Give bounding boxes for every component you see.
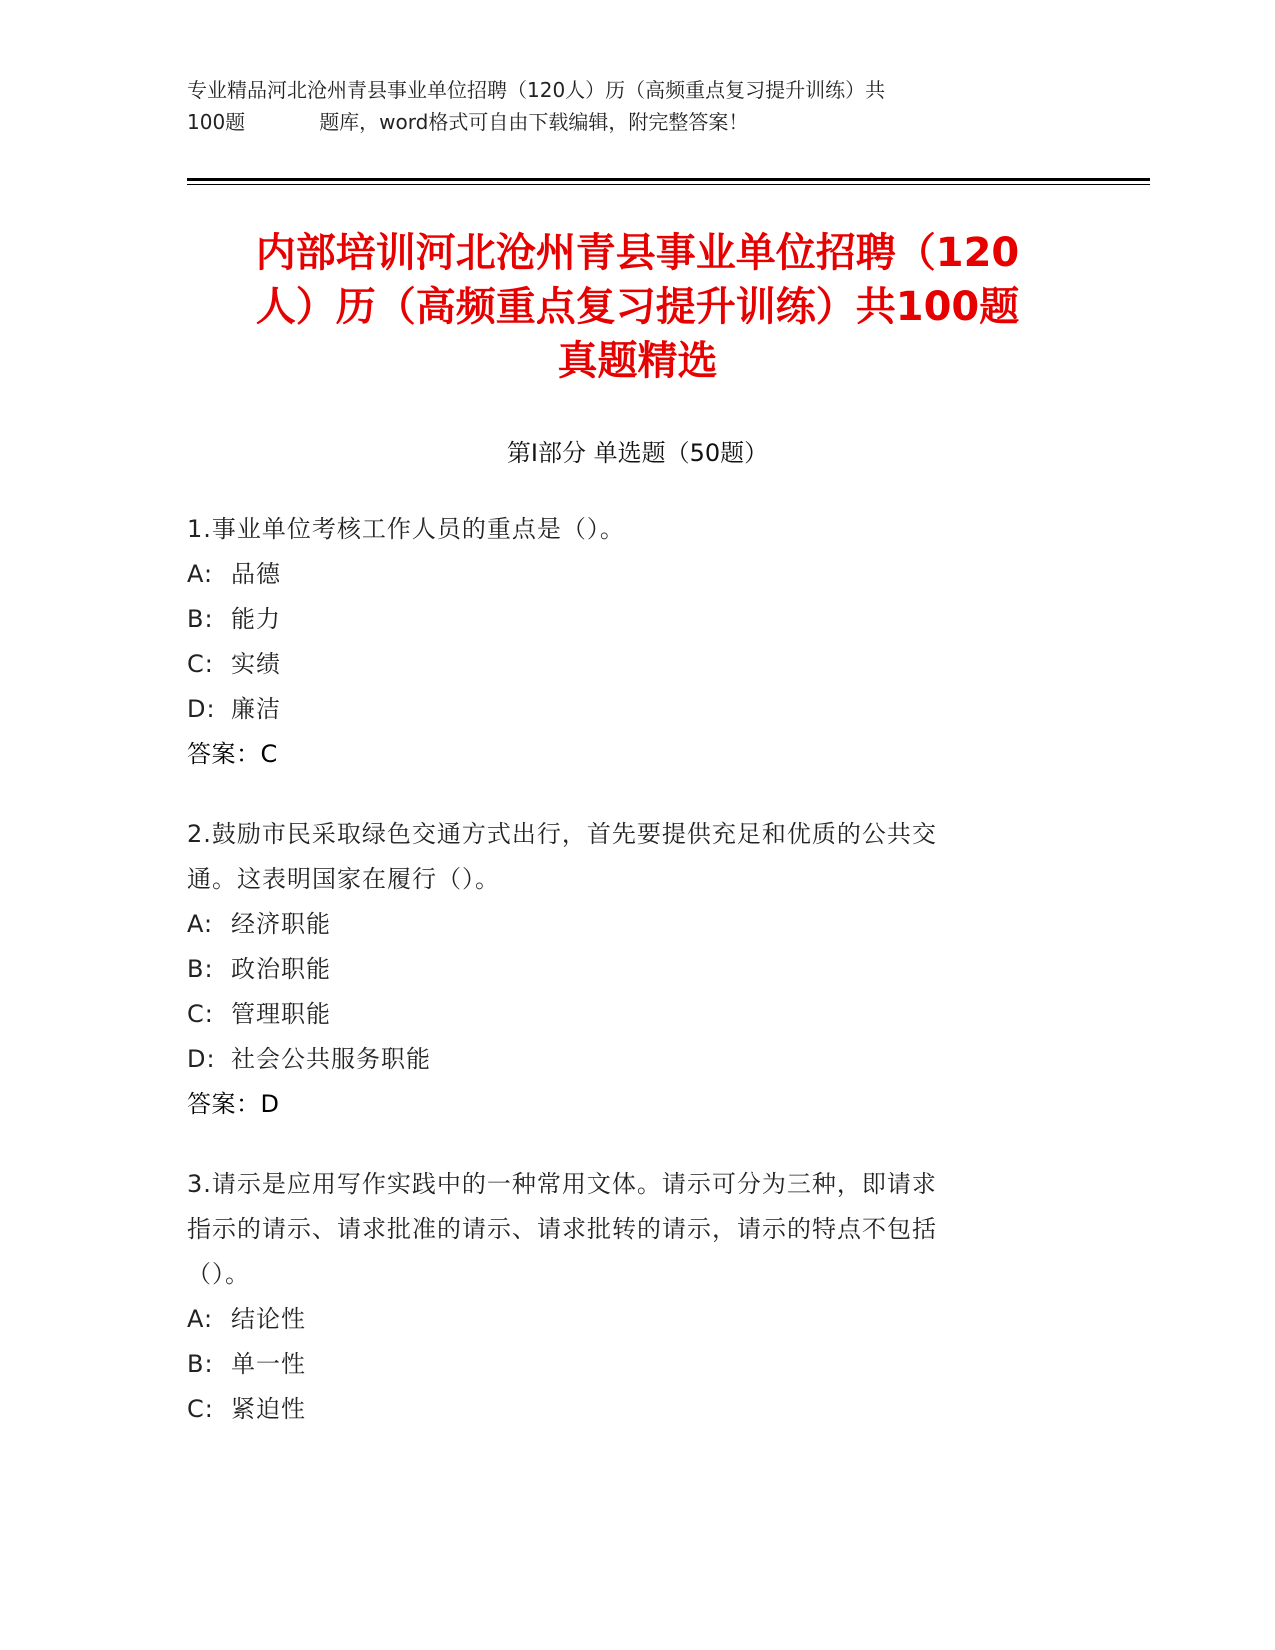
option-letter: C: [187,1000,214,1028]
option-a [187,552,1087,597]
option-c [187,1387,1087,1432]
header-line-2 [187,106,1067,138]
question-stem: 通。这表明国家在履行（）。 [187,865,500,893]
option-text: 社会公共服务职能 [231,1045,431,1073]
page-header [187,74,1067,138]
header-line-2-end: 题库，word格式可自由下载编辑，附完整答案！ [319,110,749,134]
option-a [187,902,1087,947]
option-text: 能力 [231,605,281,633]
option-letter: C: [187,1395,214,1423]
option-text: 管理职能 [231,1000,331,1028]
option-letter: C: [187,650,214,678]
option-letter: B: [187,605,214,633]
title-line-1: 内部培训河北沧州青县事业单位招聘（120 [255,230,1020,276]
option-letter: B: [187,1350,214,1378]
option-c [187,992,1087,1037]
option-letter: A: [187,1305,214,1333]
option-d [187,687,1087,732]
option-b [187,1342,1087,1387]
answer-line: 答案：C [187,740,278,768]
question-stem: （）。 [187,1260,250,1288]
question-stem: 指示的请示、请求批准的请示、请求批转的请示，请示的特点不包括 [187,1215,937,1243]
option-text: 品德 [231,560,281,588]
header-line-2-start: 100题 [187,110,246,134]
option-d [187,1037,1087,1082]
option-text: 政治职能 [231,955,331,983]
option-text: 单一性 [231,1350,306,1378]
option-text: 结论性 [231,1305,306,1333]
option-a [187,1297,1087,1342]
header-line-1: 专业精品河北沧州青县事业单位招聘（120人）历（高频重点复习提升训练）共 [187,78,886,102]
option-c [187,642,1087,687]
question-1 [187,507,1087,777]
question-stem: 3.请示是应用写作实践中的一种常用文体。请示可分为三种，即请求 [187,1170,937,1198]
option-text: 实绩 [231,650,281,678]
option-b [187,597,1087,642]
option-letter: A: [187,560,214,588]
header-divider-thick [187,178,1150,181]
option-text: 廉洁 [231,695,281,723]
option-text: 经济职能 [231,910,331,938]
answer-line: 答案：D [187,1090,280,1118]
title-line-2: 人）历（高频重点复习提升训练）共100题 [255,284,1020,330]
question-stem: 1.事业单位考核工作人员的重点是（）。 [187,515,625,543]
document-title [190,226,1085,388]
question-stem: 2.鼓励市民采取绿色交通方式出行，首先要提供充足和优质的公共交 [187,820,937,848]
option-text: 紧迫性 [231,1395,306,1423]
section-heading: 第Ⅰ部分 单选题（50题） [506,439,769,467]
option-letter: B: [187,955,214,983]
option-b [187,947,1087,992]
option-letter: D: [187,695,216,723]
title-line-3: 真题精选 [557,338,718,384]
question-2 [187,812,1087,1127]
question-3 [187,1162,1087,1432]
header-divider-thin [187,184,1150,185]
option-letter: D: [187,1045,216,1073]
option-letter: A: [187,910,214,938]
